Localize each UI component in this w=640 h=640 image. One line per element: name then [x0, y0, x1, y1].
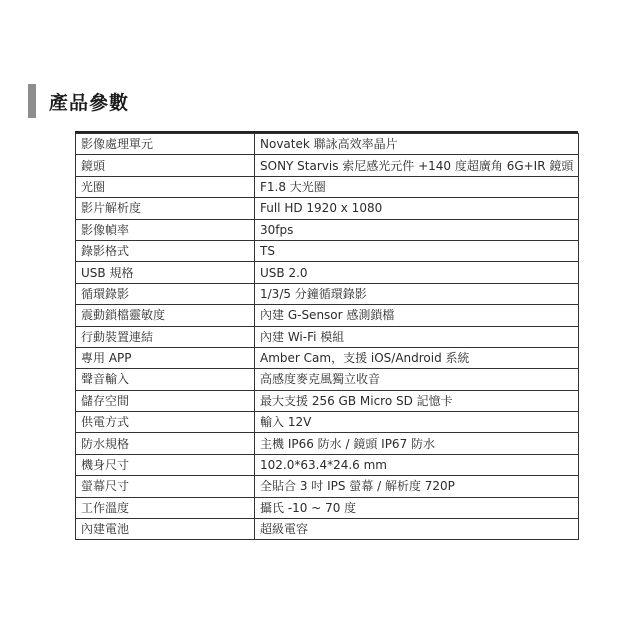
spec-value: 30fps — [255, 219, 579, 240]
spec-value: 1/3/5 分鐘循環錄影 — [255, 283, 579, 304]
table-row — [76, 283, 579, 304]
spec-label: USB 規格 — [76, 262, 255, 283]
spec-value: 全貼合 3 吋 IPS 螢幕 / 解析度 720P — [255, 476, 579, 497]
spec-label: 光圈 — [76, 176, 255, 197]
spec-label: 循環錄影 — [76, 283, 255, 304]
spec-value: 內建 Wi-Fi 模組 — [255, 326, 579, 347]
spec-value: 高感度麥克風獨立收音 — [255, 369, 579, 390]
spec-value: 輸入 12V — [255, 412, 579, 433]
spec-value: Amber Cam，支援 iOS/Android 系統 — [255, 347, 579, 368]
table-row — [76, 262, 579, 283]
spec-label: 工作溫度 — [76, 497, 255, 518]
spec-table — [75, 133, 579, 540]
spec-label: 防水規格 — [76, 433, 255, 454]
table-row — [76, 219, 579, 240]
table-row — [76, 390, 579, 411]
spec-value: USB 2.0 — [255, 262, 579, 283]
spec-value: 主機 IP66 防水 / 鏡頭 IP67 防水 — [255, 433, 579, 454]
spec-label: 鏡頭 — [76, 155, 255, 176]
spec-label: 內建電池 — [76, 519, 255, 540]
spec-value: SONY Starvis 索尼感光元件 +140 度超廣角 6G+IR 鏡頭 — [255, 155, 579, 176]
table-row — [76, 433, 579, 454]
spec-label: 影像幀率 — [76, 219, 255, 240]
table-row — [76, 476, 579, 497]
spec-label: 影片解析度 — [76, 198, 255, 219]
spec-label: 影像處理單元 — [76, 134, 255, 155]
spec-label: 儲存空間 — [76, 390, 255, 411]
spec-value: Novatek 聯詠高效率晶片 — [255, 134, 579, 155]
table-row — [76, 412, 579, 433]
spec-value: Full HD 1920 x 1080 — [255, 198, 579, 219]
spec-label: 機身尺寸 — [76, 454, 255, 475]
spec-label: 供電方式 — [76, 412, 255, 433]
table-row — [76, 497, 579, 518]
spec-label: 錄影格式 — [76, 240, 255, 261]
spec-label: 震動鎖檔靈敏度 — [76, 305, 255, 326]
spec-label: 專用 APP — [76, 347, 255, 368]
table-row — [76, 305, 579, 326]
spec-label: 聲音輸入 — [76, 369, 255, 390]
table-row — [76, 155, 579, 176]
table-row — [76, 326, 579, 347]
spec-label: 行動裝置連結 — [76, 326, 255, 347]
table-row — [76, 347, 579, 368]
spec-value: 超級電容 — [255, 519, 579, 540]
spec-value: TS — [255, 240, 579, 261]
table-row — [76, 519, 579, 540]
spec-value: 攝氏 -10 ~ 70 度 — [255, 497, 579, 518]
spec-value: 102.0*63.4*24.6 mm — [255, 454, 579, 475]
table-row — [76, 369, 579, 390]
table-row — [76, 198, 579, 219]
spec-value: 最大支援 256 GB Micro SD 記憶卡 — [255, 390, 579, 411]
table-row — [76, 454, 579, 475]
table-row — [76, 134, 579, 155]
spec-value: 內建 G-Sensor 感測鎖檔 — [255, 305, 579, 326]
spec-value: F1.8 大光圈 — [255, 176, 579, 197]
section-accent-bar — [28, 84, 36, 118]
page-title: 產品參數 — [49, 91, 130, 114]
table-row — [76, 176, 579, 197]
section-header — [28, 84, 129, 118]
spec-label: 螢幕尺寸 — [76, 476, 255, 497]
table-row — [76, 240, 579, 261]
